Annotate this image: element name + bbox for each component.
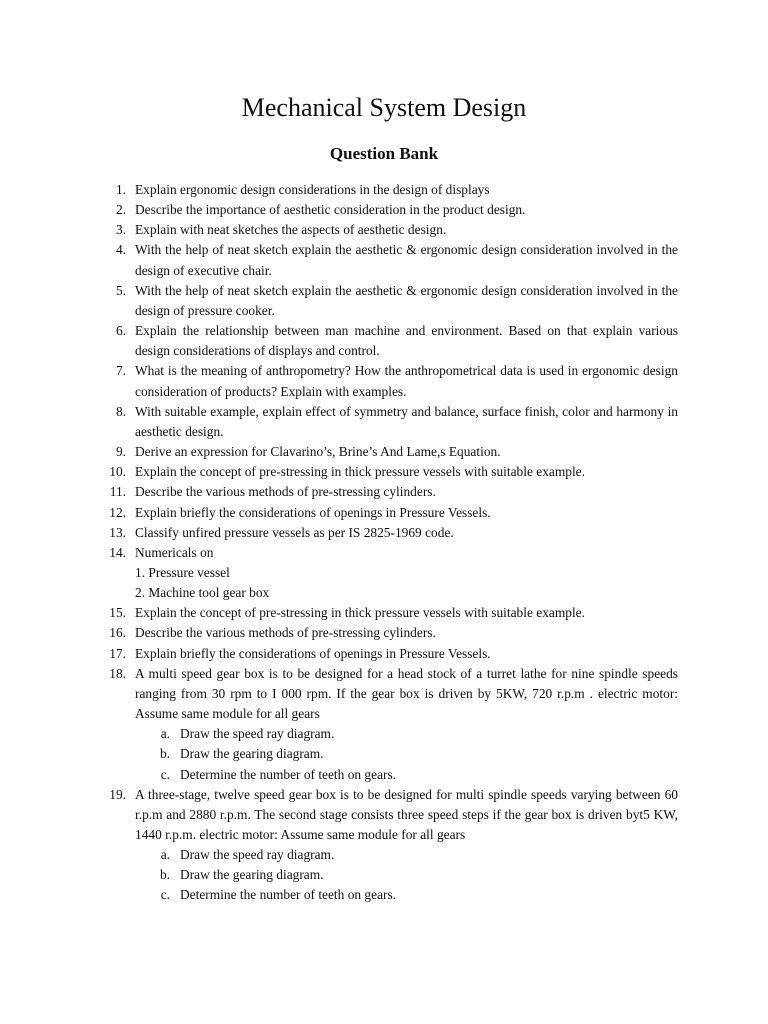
question-number: 19. bbox=[109, 786, 126, 802]
question-text: With the help of neat sketch explain the aesthetic & ergonomic design consideration involved in the design of executive chair. bbox=[135, 242, 678, 278]
subitem-label: c. bbox=[160, 766, 170, 782]
question-item bbox=[90, 240, 678, 280]
question-item bbox=[90, 442, 678, 462]
question-item bbox=[90, 785, 678, 845]
question-number: 9. bbox=[115, 444, 126, 460]
subitem-text: Draw the speed ray diagram. bbox=[180, 726, 335, 742]
question-number: 2. bbox=[115, 202, 126, 218]
question-text: With the help of neat sketch explain the aesthetic & ergonomic design consideration involved in the design of pressure cooker. bbox=[135, 282, 678, 318]
question-item bbox=[90, 523, 678, 543]
document-subtitle: Question Bank bbox=[329, 144, 439, 163]
question-item bbox=[90, 321, 678, 361]
question-text: Classify unfired pressure vessels as per IS 2825-1969 code. bbox=[135, 524, 454, 540]
question-item bbox=[90, 644, 678, 664]
document-title: Mechanical System Design bbox=[241, 93, 527, 122]
question-text: Explain briefly the considerations of openings in Pressure Vessels. bbox=[135, 504, 491, 520]
question-number: 1. bbox=[115, 182, 126, 197]
subitem-label: b. bbox=[159, 867, 170, 883]
question-number: 15. bbox=[109, 605, 126, 621]
question-item bbox=[90, 482, 678, 502]
question-number: 8. bbox=[115, 403, 126, 419]
question-item bbox=[90, 200, 678, 220]
question-number: 10. bbox=[109, 464, 126, 480]
question-text: Explain ergonomic design considerations in the design of displays bbox=[135, 182, 490, 197]
question-subitem bbox=[90, 845, 678, 865]
question-item bbox=[90, 603, 678, 623]
question-subitem bbox=[90, 885, 678, 905]
subitem-text: Determine the number of teeth on gears. bbox=[180, 887, 397, 903]
question-number: 12. bbox=[109, 504, 126, 520]
question-subitem bbox=[90, 744, 678, 764]
question-item bbox=[90, 361, 678, 401]
subitem-label: a. bbox=[160, 847, 170, 863]
question-text: Describe the various methods of pre-stressing cylinders. bbox=[135, 484, 436, 500]
question-subline: 1. Pressure vessel bbox=[135, 564, 230, 580]
question-number: 14. bbox=[109, 544, 126, 560]
question-text: Describe the various methods of pre-stressing cylinders. bbox=[135, 625, 436, 641]
question-subitem bbox=[90, 765, 678, 785]
subitem-text: Draw the gearing diagram. bbox=[180, 867, 324, 883]
question-item bbox=[90, 281, 678, 321]
question-text: A multi speed gear box is to be designed for a head stock of a turret lathe for nine spindle speeds ranging from 30 rpm to I 000 rpm. If the gear box is driven by 5KW, 720 r.p.m . electric motor: Assume same module for all gears bbox=[135, 665, 678, 722]
subitem-text: Draw the gearing diagram. bbox=[180, 746, 324, 762]
question-number: 13. bbox=[109, 524, 126, 540]
subitem-label: b. bbox=[159, 746, 170, 762]
question-number: 17. bbox=[109, 645, 126, 661]
question-number: 6. bbox=[115, 323, 126, 339]
question-number: 11. bbox=[109, 484, 126, 500]
question-number: 7. bbox=[115, 363, 126, 379]
question-text: Explain the concept of pre-stressing in thick pressure vessels with suitable example. bbox=[135, 464, 585, 480]
question-item bbox=[90, 664, 678, 724]
question-text: Describe the importance of aesthetic consideration in the product design. bbox=[135, 202, 526, 218]
question-number: 18. bbox=[109, 665, 126, 681]
question-subline: 2. Machine tool gear box bbox=[135, 585, 270, 601]
question-number: 4. bbox=[115, 242, 126, 258]
question-item bbox=[90, 503, 678, 523]
question-text: A three-stage, twelve speed gear box is to be designed for multi spindle speeds varying between 60 r.p.m and 2880 r.p.m. The second stage consists three speed steps if the gear box is driven byt5 KW, 1440 r.p.m. electric motor: Assume same module for all gears bbox=[135, 786, 678, 842]
question-subitem bbox=[90, 865, 678, 885]
question-item bbox=[90, 180, 678, 200]
question-text: Derive an expression for Clavarino’s, Brine’s And Lame,s Equation. bbox=[135, 444, 501, 460]
question-item bbox=[90, 623, 678, 643]
question-subitem bbox=[90, 724, 678, 744]
subitem-text: Determine the number of teeth on gears. bbox=[180, 766, 397, 782]
question-text: With suitable example, explain effect of symmetry and balance, surface finish, color and harmony in aesthetic design. bbox=[135, 403, 678, 439]
question-text: Explain briefly the considerations of openings in Pressure Vessels. bbox=[135, 645, 491, 661]
question-item bbox=[90, 402, 678, 442]
question-text: Numericals on bbox=[135, 544, 214, 560]
question-item bbox=[90, 543, 678, 563]
question-item bbox=[90, 462, 678, 482]
subitem-text: Draw the speed ray diagram. bbox=[180, 847, 335, 863]
question-list bbox=[90, 180, 678, 906]
question-text: What is the meaning of anthropometry? How the anthropometrical data is used in ergonomic design consideration of products? Explain with examples. bbox=[135, 363, 678, 399]
question-number: 16. bbox=[109, 625, 126, 641]
question-text: Explain with neat sketches the aspects of aesthetic design. bbox=[135, 222, 447, 238]
question-number: 3. bbox=[115, 222, 126, 238]
question-number: 5. bbox=[115, 282, 126, 298]
subitem-label: a. bbox=[160, 726, 170, 742]
subitem-label: c. bbox=[160, 887, 170, 903]
question-text: Explain the concept of pre-stressing in thick pressure vessels with suitable example. bbox=[135, 605, 585, 621]
question-item bbox=[90, 220, 678, 240]
question-text: Explain the relationship between man machine and environment. Based on that explain various design considerations of displays and control. bbox=[135, 323, 678, 359]
